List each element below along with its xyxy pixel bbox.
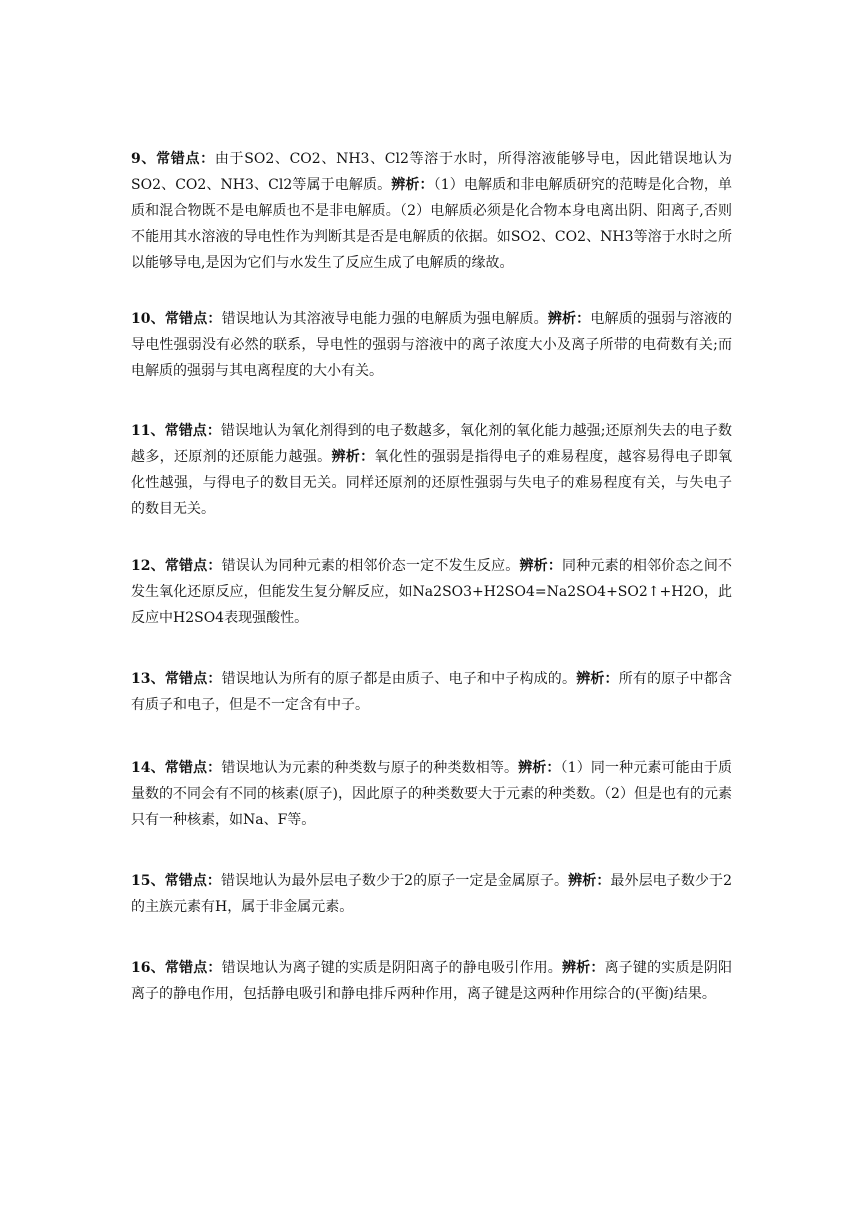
error-label: 常错点： xyxy=(164,423,221,439)
analysis-label: 辨析： xyxy=(568,873,611,889)
error-text: 由于SO2、CO2、NH3、Cl2等溶于水时，所得溶液能够导电，因此错误地认为SO2、CO2、NH3、Cl2等属于电解质。 xyxy=(131,151,732,193)
error-item-12 xyxy=(131,553,732,631)
error-label: 常错点： xyxy=(164,558,222,574)
error-item-9 xyxy=(131,146,732,276)
error-label: 常错点： xyxy=(164,960,222,976)
error-label: 常错点： xyxy=(164,671,222,687)
item-separator: 、 xyxy=(150,558,165,574)
item-separator: 、 xyxy=(140,151,157,167)
error-label: 常错点： xyxy=(164,311,222,327)
analysis-text: 最外层电子数少于2的主族元素有H，属于非金属元素。 xyxy=(131,873,733,915)
analysis-label: 辨析： xyxy=(518,760,561,776)
error-item-16 xyxy=(131,955,732,1007)
analysis-label: 辨析： xyxy=(562,960,605,976)
error-item-10 xyxy=(131,306,732,384)
error-label: 常错点： xyxy=(156,151,215,167)
item-number: 12 xyxy=(131,558,151,574)
analysis-label: 辨析： xyxy=(391,177,434,193)
analysis-text: 氧化性的强弱是指得电子的难易程度，越容易得电子即氧化性越强，与得电子的数目无关。同样还原剂的还原性强弱与失电子的难易程度有关，与失电子的数目无关。 xyxy=(131,449,733,517)
analysis-text: 离子键的实质是阴阳离子的静电作用，包括静电吸引和静电排斥两种作用，离子键是这两种作用综合的(平衡)结果。 xyxy=(131,960,733,1002)
item-separator: 、 xyxy=(150,760,165,776)
error-item-15 xyxy=(131,868,732,920)
analysis-label: 辨析： xyxy=(331,449,375,465)
analysis-text: （1）电解质和非电解质研究的范畴是化合物，单质和混合物既不是电解质也不是非电解质。（2）电解质必须是化合物本身电离出阴、阳离子,否则不能用其水溶液的导电性作为判断其是否是电解质的依据。如SO2、CO2、NH3等溶于水时之所以能够导电,是因为它们与水发生了反应生成了电解质的缘故。 xyxy=(131,177,732,271)
error-text: 错误地认为元素的种类数与原子的种类数相等。 xyxy=(221,760,519,776)
error-text: 错误认为同种元素的相邻价态一定不发生反应。 xyxy=(221,558,520,574)
analysis-label: 辨析： xyxy=(547,311,591,327)
item-separator: 、 xyxy=(150,423,165,439)
error-text: 错误地认为其溶液导电能力强的电解质为强电解质。 xyxy=(221,311,548,327)
item-separator: 、 xyxy=(150,671,165,687)
analysis-text: 同种元素的相邻价态之间不发生氧化还原反应，但能发生复分解反应，如Na2SO3+H2SO4=Na2SO4+SO2↑+H2O，此反应中H2SO4表现强酸性。 xyxy=(131,558,733,626)
error-text: 错误地认为氧化剂得到的电子数越多，氧化剂的氧化能力越强;还原剂失去的电子数越多，还原剂的还原能力越强。 xyxy=(131,423,733,465)
error-item-11 xyxy=(131,418,732,522)
error-item-14 xyxy=(131,755,732,833)
analysis-label: 辨析： xyxy=(519,558,563,574)
item-number: 11 xyxy=(131,423,151,439)
analysis-text: 电解质的强弱与溶液的导电性强弱没有必然的联系，导电性的强弱与溶液中的离子浓度大小及离子所带的电荷数有关;而电解质的强弱与其电离程度的大小有关。 xyxy=(131,311,733,379)
item-number: 14 xyxy=(131,760,151,776)
item-number: 10 xyxy=(131,311,151,327)
item-number: 15 xyxy=(131,873,151,889)
analysis-text: （1）同一种元素可能由于质量数的不同会有不同的核素(原子)，因此原子的种类数要大于元素的种类数。（2）但是也有的元素只有一种核素，如Na、F等。 xyxy=(131,760,733,828)
item-number: 16 xyxy=(131,960,151,976)
analysis-text: 所有的原子中都含有质子和电子，但是不一定含有中子。 xyxy=(131,671,733,713)
error-text: 错误地认为离子键的实质是阴阳离子的静电吸引作用。 xyxy=(221,960,562,976)
item-number: 13 xyxy=(131,671,151,687)
analysis-label: 辨析： xyxy=(576,671,619,687)
error-item-13 xyxy=(131,666,732,718)
error-text: 错误地认为最外层电子数少于2的原子一定是金属原子。 xyxy=(221,873,569,889)
item-number: 9 xyxy=(131,151,141,167)
error-text: 错误地认为所有的原子都是由质子、电子和中子构成的。 xyxy=(221,671,577,687)
error-label: 常错点： xyxy=(164,760,222,776)
error-label: 常错点： xyxy=(164,873,222,889)
item-separator: 、 xyxy=(150,311,165,327)
item-separator: 、 xyxy=(150,873,165,889)
item-separator: 、 xyxy=(150,960,165,976)
